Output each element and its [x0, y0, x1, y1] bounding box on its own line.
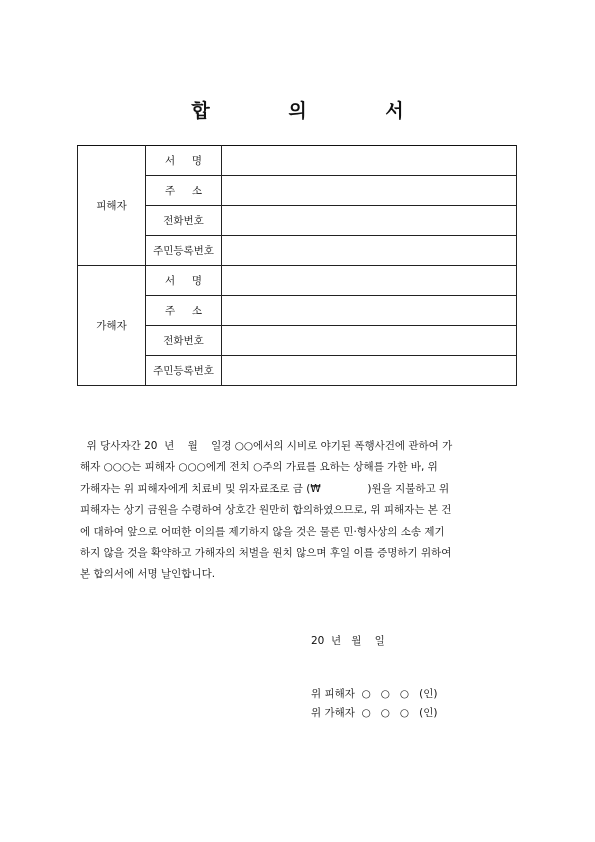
offender-resident-number-label: 주민등록번호	[146, 356, 222, 386]
victim-resident-number-field[interactable]	[222, 236, 517, 266]
offender-phone-label: 전화번호	[146, 326, 222, 356]
document-title: 합 의 서	[191, 100, 440, 122]
offender-party-label: 가해자	[78, 266, 146, 386]
victim-name-label: 서 명	[146, 146, 222, 176]
body-line: 위 당사자간 20 년 월 일경 ○○에서의 시비로 야기된 폭행사건에 관하여 가	[80, 440, 453, 452]
victim-name-field[interactable]	[222, 146, 517, 176]
offender-name-field[interactable]	[222, 266, 517, 296]
victim-address-label: 주 소	[146, 176, 222, 206]
agreement-body	[80, 436, 516, 586]
party-info-table	[77, 145, 517, 386]
victim-resident-number-label: 주민등록번호	[146, 236, 222, 266]
victim-party-label: 피해자	[78, 146, 146, 266]
body-line: 가해자는 위 피해자에게 치료비 및 위자료조로 금 (₩ )원을 지불하고 위	[80, 482, 450, 495]
victim-address-field[interactable]	[222, 176, 517, 206]
offender-phone-field[interactable]	[222, 326, 517, 356]
victim-phone-field[interactable]	[222, 206, 517, 236]
body-line: 피해자는 상기 금원을 수령하여 상호간 원만히 합의하였으므로, 위 피해자는 본 건	[80, 504, 452, 517]
body-line: 하지 않을 것을 확약하고 가해자의 처벌을 원치 않으며 후일 이를 증명하기 위하여	[80, 547, 452, 560]
victim-phone-label: 전화번호	[146, 206, 222, 236]
offender-address-label: 주 소	[146, 296, 222, 326]
offender-resident-number-field[interactable]	[222, 356, 517, 386]
table-row	[78, 146, 517, 176]
date-line: 20 년 월 일	[311, 635, 385, 647]
offender-signature-line: 위 가해자 ○ ○ ○ (인)	[311, 707, 438, 719]
victim-signature-line: 위 피해자 ○ ○ ○ (인)	[311, 688, 438, 700]
table-row	[78, 266, 517, 296]
offender-name-label: 서 명	[146, 266, 222, 296]
body-line: 에 대하여 앞으로 어떠한 이의를 제기하지 않을 것은 물론 민·형사상의 소송 제기	[80, 525, 445, 538]
body-line: 본 합의서에 서명 날인합니다.	[80, 568, 216, 581]
offender-address-field[interactable]	[222, 296, 517, 326]
body-line: 해자 ○○○는 피해자 ○○○에게 전치 ○주의 가료를 요하는 상해를 가한 바, 위	[80, 461, 438, 474]
